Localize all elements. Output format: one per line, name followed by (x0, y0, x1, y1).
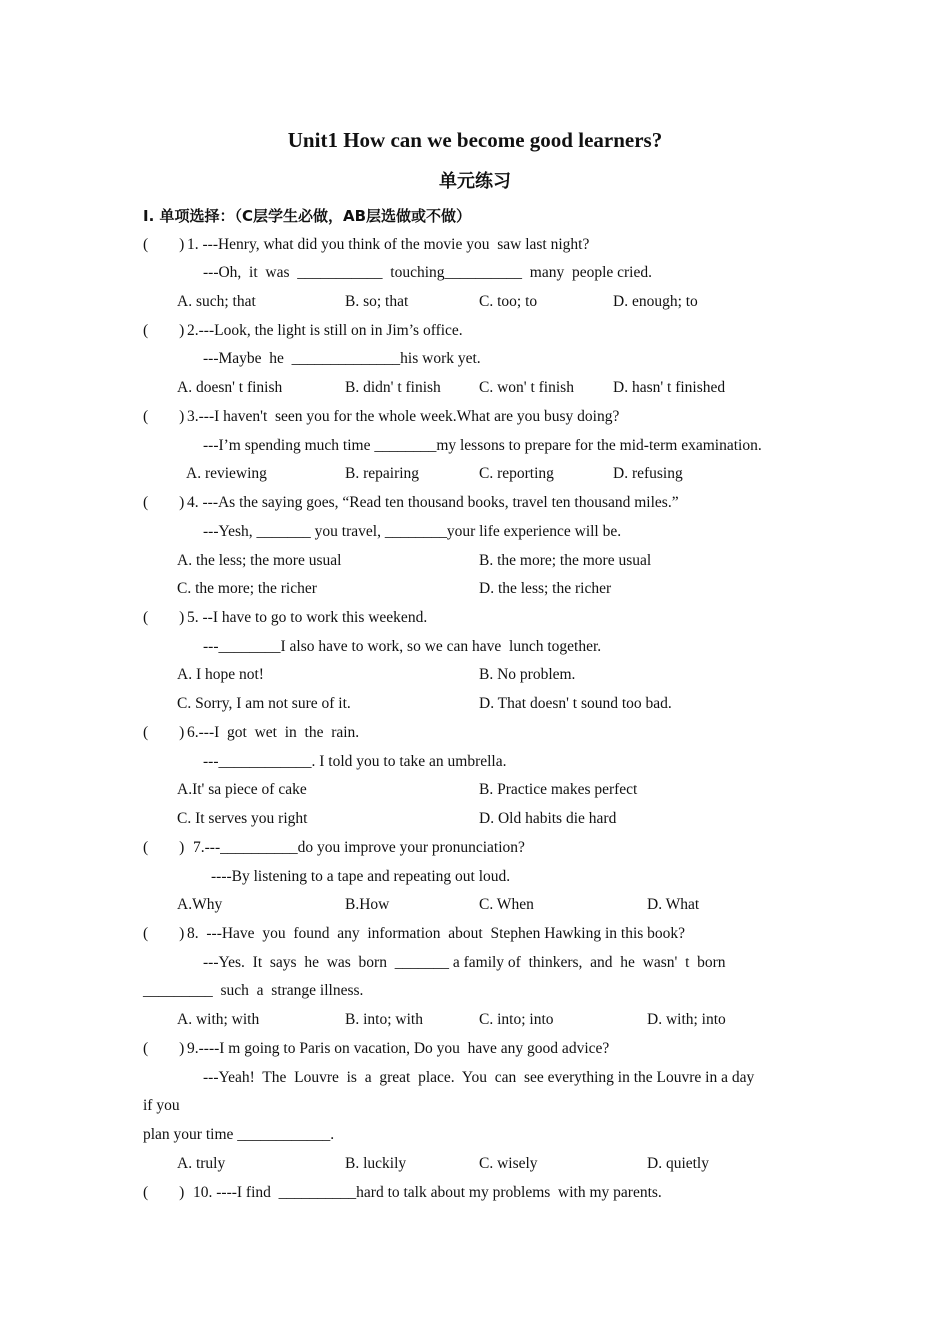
option-d: D. Old habits die hard (479, 810, 617, 827)
option-c: C. too; to (479, 293, 538, 310)
option-a: A. with; with (177, 1011, 260, 1028)
answer-blank: ( ) (143, 925, 185, 942)
option-a: A.It' sa piece of cake (177, 781, 307, 798)
answer-blank: ( ) (143, 494, 185, 511)
page-title: Unit1 How can we become good learners? (287, 128, 663, 152)
option-a: A. doesn' t finish (177, 379, 283, 396)
question-line: 10. ----I find __________hard to talk about my problems with my parents. (193, 1184, 662, 1201)
question-line: ---Yes. It says he was born _______ a family of thinkers, and he wasn' t born (203, 954, 726, 971)
option-c: C. the more; the richer (177, 580, 317, 597)
option-b: B. luckily (345, 1155, 407, 1172)
question-line: plan your time ____________. (143, 1126, 335, 1143)
option-c: C. into; into (479, 1011, 554, 1028)
question-line: 2.---Look, the light is still on in Jim’s office. (187, 322, 463, 339)
answer-blank: ( ) (143, 839, 185, 856)
option-b: B.How (345, 896, 390, 913)
option-c: C. It serves you right (177, 810, 308, 827)
option-d: D. enough; to (613, 293, 698, 310)
question-line: 1. ---Henry, what did you think of the movie you saw last night? (187, 236, 590, 253)
option-b: B. No problem. (479, 666, 576, 683)
option-c: C. won' t finish (479, 379, 574, 396)
answer-blank: ( ) (143, 609, 185, 626)
option-c: C. Sorry, I am not sure of it. (177, 695, 351, 712)
option-c: C. reporting (479, 465, 554, 482)
option-b: B. so; that (345, 293, 409, 310)
option-d: D. That doesn' t sound too bad. (479, 695, 672, 712)
question-line: 9.----I m going to Paris on vacation, Do you have any good advice? (187, 1040, 610, 1057)
question-line: ---I’m spending much time ________my lessons to prepare for the mid-term examination. (203, 437, 762, 454)
option-d: D. hasn' t finished (613, 379, 726, 396)
answer-blank: ( ) (143, 322, 185, 339)
answer-blank: ( ) (143, 236, 185, 253)
option-a: A.Why (177, 896, 223, 913)
question-line: ---Yeah! The Louvre is a great place. You can see everything in the Louvre in a day (203, 1069, 755, 1086)
question-line: 8. ---Have you found any information about Stephen Hawking in this book? (187, 925, 686, 942)
option-b: B. didn' t finish (345, 379, 441, 396)
option-a: A. I hope not! (177, 666, 264, 683)
section-heading: I. 单项选择：（C层学生必做，AB层选做或不做） (143, 207, 472, 225)
page-subtitle: 单元练习 (439, 171, 511, 192)
question-line: _________ such a strange illness. (143, 982, 364, 999)
question-line: 3.---I haven't seen you for the whole week.What are you busy doing? (187, 408, 620, 425)
option-d: D. the less; the richer (479, 580, 612, 597)
option-b: B. the more; the more usual (479, 552, 652, 569)
option-d: D. refusing (613, 465, 683, 482)
option-a: A. the less; the more usual (177, 552, 342, 569)
answer-blank: ( ) (143, 1184, 185, 1201)
option-b: B. Practice makes perfect (479, 781, 638, 798)
option-b: B. into; with (345, 1011, 423, 1028)
question-line: ---Maybe he ______________his work yet. (203, 350, 481, 367)
option-c: C. wisely (479, 1155, 538, 1172)
option-d: D. quietly (647, 1155, 709, 1172)
option-a: A. such; that (177, 293, 256, 310)
question-line: ---Oh, it was ___________ touching__________ many people cried. (203, 264, 652, 281)
option-c: C. When (479, 896, 534, 913)
question-line: ----By listening to a tape and repeating out loud. (211, 868, 511, 885)
question-line: ---________I also have to work, so we can have lunch together. (203, 638, 602, 655)
question-line: 7.---__________do you improve your pronunciation? (193, 839, 525, 856)
option-b: B. repairing (345, 465, 420, 482)
question-line: 4. ---As the saying goes, “Read ten thousand books, travel ten thousand miles.” (187, 494, 679, 511)
question-line: 6.---I got wet in the rain. (187, 724, 360, 741)
answer-blank: ( ) (143, 1040, 185, 1057)
answer-blank: ( ) (143, 408, 185, 425)
question-line: ---Yesh, _______ you travel, ________your life experience will be. (203, 523, 622, 540)
question-line: if you (143, 1097, 180, 1114)
option-d: D. What (647, 896, 700, 913)
answer-blank: ( ) (143, 724, 185, 741)
question-line: 5. --I have to go to work this weekend. (187, 609, 428, 626)
option-a: A. truly (177, 1155, 226, 1172)
option-a: A. reviewing (186, 465, 267, 482)
option-d: D. with; into (647, 1011, 726, 1028)
question-line: ---____________. I told you to take an umbrella. (203, 753, 507, 770)
